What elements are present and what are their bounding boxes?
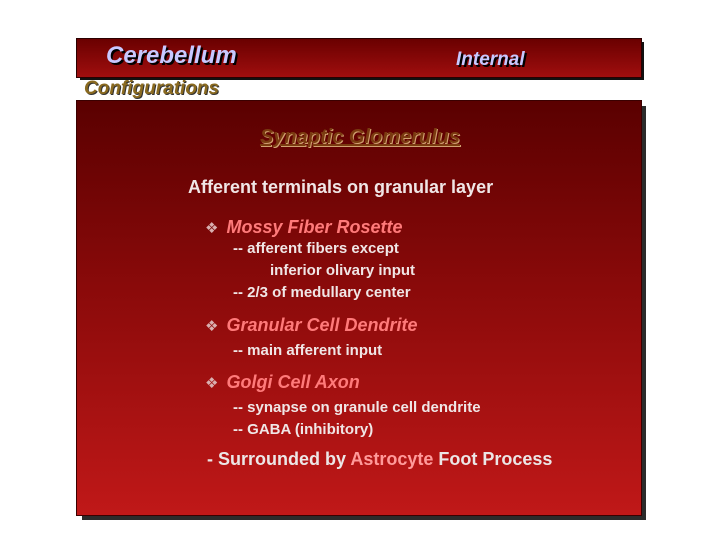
section-heading: Synaptic Glomerulus (259, 126, 461, 148)
footer-suffix: Foot Process (433, 449, 553, 469)
diamond-bullet-icon: ❖ (205, 318, 219, 335)
list-item-detail: inferior olivary input (270, 262, 416, 279)
list-item-detail: -- GABA (inhibitory) (233, 421, 374, 438)
footer-note (207, 449, 552, 470)
slide-subtitle: Configurations (84, 78, 220, 99)
list-item-label: Granular Cell Dendrite (226, 315, 418, 335)
slide-title-side: Internal (456, 49, 525, 70)
list-item-detail: -- synapse on granule cell dendrite (233, 399, 481, 416)
list-item-granular-cell (205, 315, 418, 336)
list-item-detail: -- afferent fibers except (233, 240, 399, 257)
list-item-detail: -- main afferent input (233, 342, 383, 359)
list-item-label: Mossy Fiber Rosette (226, 217, 403, 237)
list-item-mossy-fiber (205, 217, 403, 238)
list-item-label: Golgi Cell Axon (226, 372, 360, 392)
list-item-golgi-cell (205, 372, 360, 393)
intro-text: Afferent terminals on granular layer (188, 177, 494, 197)
footer-prefix: - Surrounded by (207, 449, 351, 469)
diamond-bullet-icon: ❖ (205, 375, 219, 392)
list-item-detail: -- 2/3 of medullary center (233, 284, 411, 301)
diamond-bullet-icon: ❖ (205, 220, 219, 237)
footer-highlight: Astrocyte (350, 449, 434, 469)
slide-title: Cerebellum (106, 42, 237, 69)
